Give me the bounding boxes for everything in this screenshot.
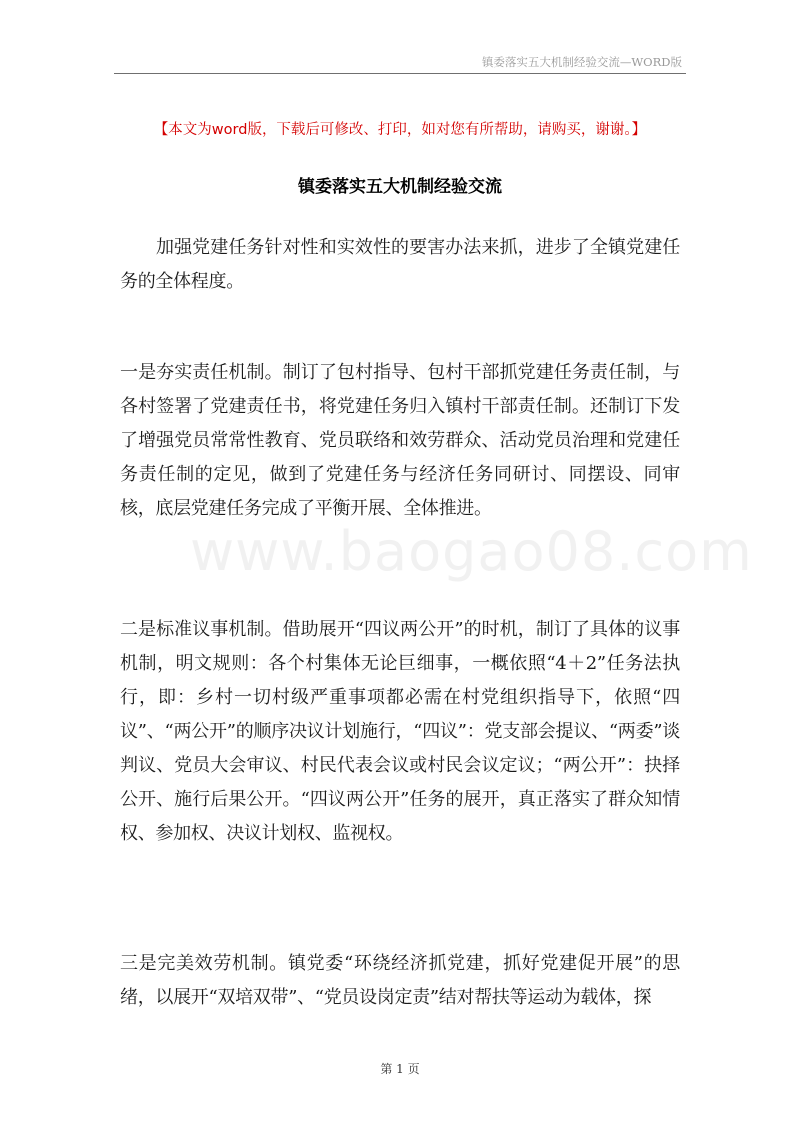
paragraph-service-mechanism: 三是完美效劳机制。镇党委“环绕经济抓党建，抓好党建促开展”的思绪，以展开“双培双带”、“党员设岗定责”结对帮扶等运动为载体，探 — [120, 953, 680, 1008]
document-title: 镇委落实五大机制经验交流 — [298, 177, 502, 197]
header-divider — [114, 73, 686, 74]
page-number: 第 1 页 — [380, 1062, 420, 1076]
paragraph-intro: 加强党建任务针对性和实效性的要害办法来抓，进步了全镇党建任务的全体程度。 — [120, 237, 680, 292]
paragraph-deliberation-mechanism: 二是标准议事机制。借助展开“四议两公开”的时机，制订了具体的议事机制，明文规则：各个村集体无论巨细事，一概依照“4＋2”任务法执行，即：乡村一切村级严重事项都必需在村党组织指导下，依照“四议”、“两公开”的顺序决议计划施行，“四议”：党支部会提议、“两委”谈判议、党员大会审议、村民代表会议或村民会议定议；“两公开”：抉择公开、施行后果公开。“四议两公开”任务的展开，真正落实了群众知情权、参加权、决议计划权、监视权。 — [120, 619, 680, 844]
running-header: 镇委落实五大机制经验交流—WORD版 — [481, 55, 682, 69]
watermark: www.baogao08.com — [190, 520, 753, 583]
purchase-notice: 【本文为word版，下载后可修改、打印，如对您有所帮助，请购买，谢谢。】 — [153, 122, 647, 138]
paragraph-responsibility-mechanism: 一是夯实责任机制。制订了包村指导、包村干部抓党建任务责任制，与各村签署了党建责任书，将党建任务归入镇村干部责任制。还制订下发了增强党员常常性教育、党员联络和效劳群众、活动党员治理和党建任务责任制的定见，做到了党建任务与经济任务同研讨、同摆设、同审核，底层党建任务完成了平衡开展、全体推进。 — [120, 362, 680, 519]
